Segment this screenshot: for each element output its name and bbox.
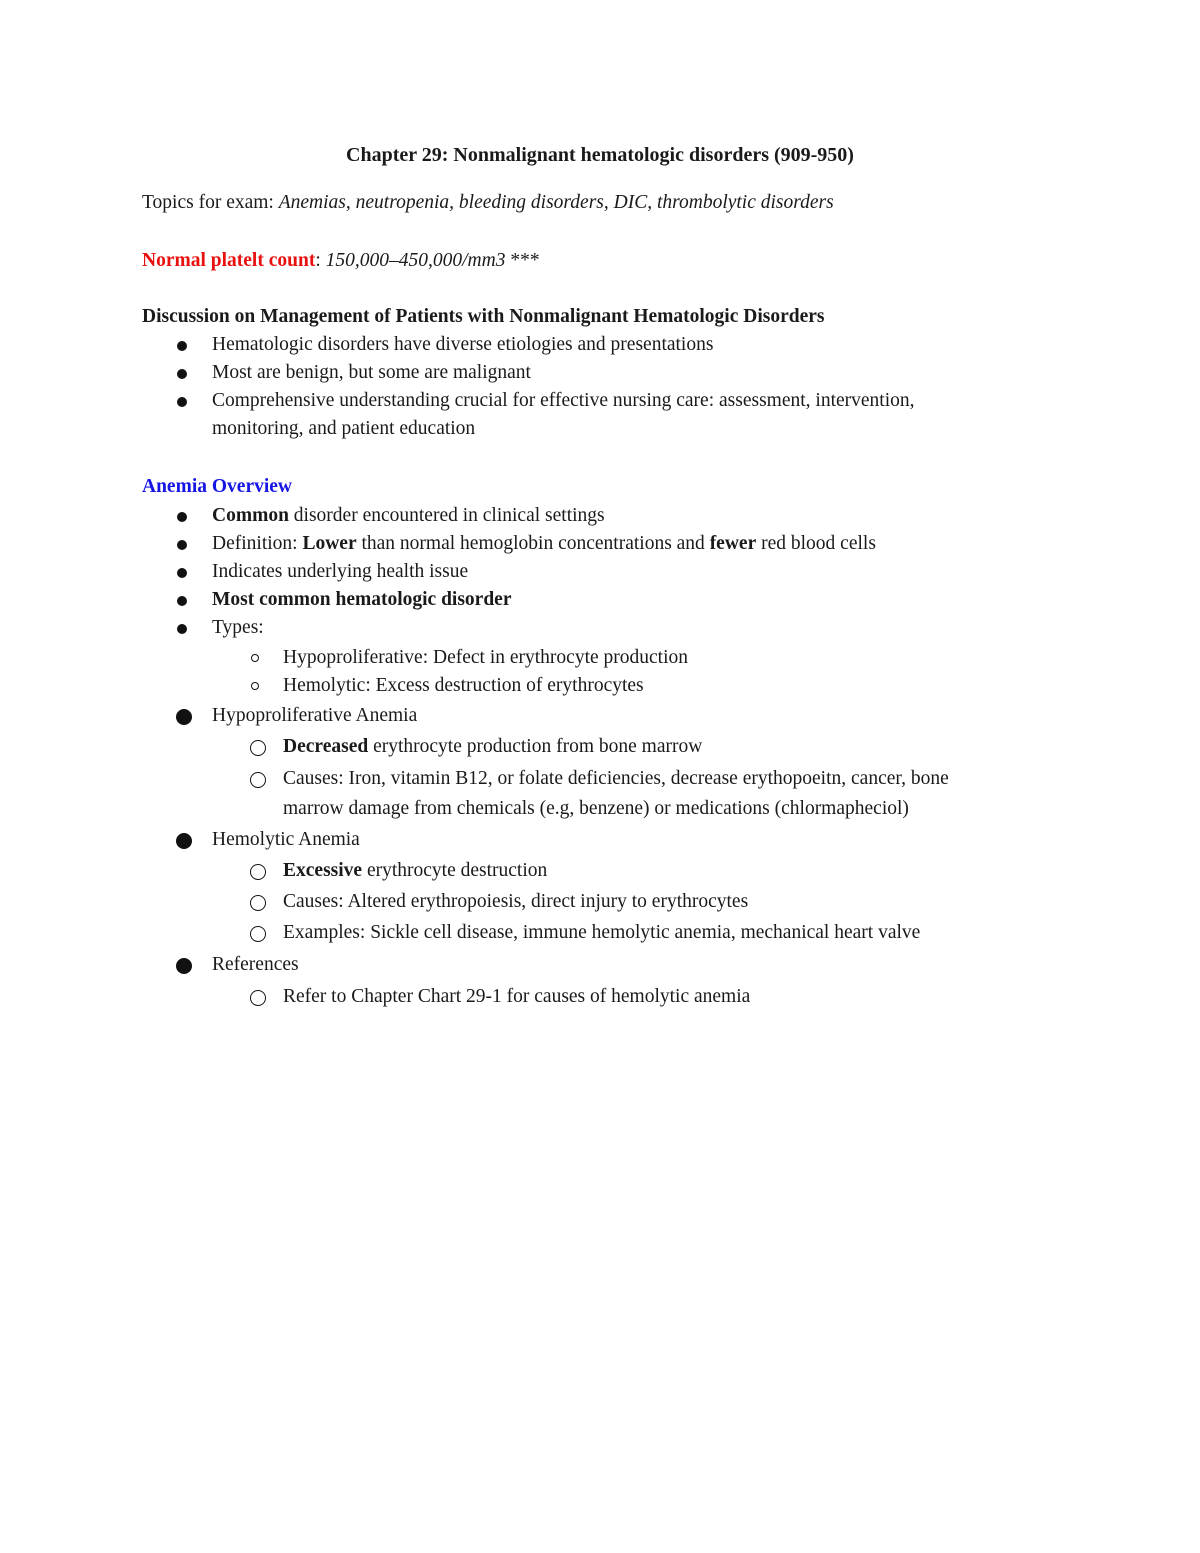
sub-list-item: Causes: Iron, vitamin B12, or folate deficiencies, decrease erythopoeitn, cancer, bone bbox=[283, 768, 949, 789]
topics-value: Anemias, neutropenia, bleeding disorders, DIC, thrombolytic disorders bbox=[278, 192, 834, 213]
common-bold: Common bbox=[212, 505, 289, 526]
decreased-rest: erythrocyte production from bone marrow bbox=[368, 736, 703, 757]
platelet-stars: *** bbox=[505, 250, 540, 271]
sub-bullet-icon bbox=[251, 682, 259, 690]
bullet-icon bbox=[177, 624, 187, 634]
sub-list-item bbox=[283, 857, 547, 885]
sub-bullet-icon bbox=[250, 740, 266, 756]
bullet-icon bbox=[177, 397, 187, 407]
list-item: Hypoproliferative Anemia bbox=[212, 705, 418, 726]
sub-list-item: Hemolytic: Excess destruction of erythrocytes bbox=[283, 675, 644, 696]
definition-bold-lower: Lower bbox=[302, 533, 357, 554]
definition-pre: Definition: bbox=[212, 533, 303, 554]
decreased-bold: Decreased bbox=[283, 736, 369, 757]
page-title: Chapter 29: Nonmalignant hematologic disorders (909-950) bbox=[346, 144, 854, 166]
excessive-bold: Excessive bbox=[283, 860, 363, 881]
list-item bbox=[212, 530, 876, 558]
list-item bbox=[212, 502, 605, 530]
sub-list-item-continuation: marrow damage from chemicals (e.g, benzene) or medications (chlormapheciol) bbox=[283, 798, 909, 819]
bullet-icon bbox=[176, 833, 192, 849]
bullet-icon bbox=[177, 369, 187, 379]
sub-bullet-icon bbox=[250, 864, 266, 880]
excessive-rest: erythrocyte destruction bbox=[362, 860, 548, 881]
list-item: Indicates underlying health issue bbox=[212, 561, 469, 582]
bullet-icon bbox=[177, 596, 187, 606]
platelet-label: Normal platelt count bbox=[142, 250, 316, 271]
definition-post: red blood cells bbox=[756, 533, 876, 554]
sub-list-item: Hypoproliferative: Defect in erythrocyte production bbox=[283, 647, 689, 668]
list-item: Hematologic disorders have diverse etiologies and presentations bbox=[212, 334, 714, 355]
bullet-icon bbox=[176, 709, 192, 725]
topics-label: Topics for exam: bbox=[142, 192, 279, 213]
list-item-continuation: monitoring, and patient education bbox=[212, 418, 476, 439]
sub-list-item: Examples: Sickle cell disease, immune hemolytic anemia, mechanical heart valve bbox=[283, 922, 921, 943]
sub-list-item: Causes: Altered erythropoiesis, direct injury to erythrocytes bbox=[283, 891, 749, 912]
list-item: Hemolytic Anemia bbox=[212, 829, 360, 850]
sub-bullet-icon bbox=[250, 990, 266, 1006]
list-item: Most common hematologic disorder bbox=[212, 589, 512, 610]
bullet-icon bbox=[176, 958, 192, 974]
platelet-line bbox=[142, 247, 540, 275]
sub-bullet-icon bbox=[251, 654, 259, 662]
definition-mid: than normal hemoglobin concentrations and bbox=[356, 533, 710, 554]
topics-line bbox=[142, 189, 834, 217]
list-item: Types: bbox=[212, 617, 264, 638]
list-item: References bbox=[212, 954, 299, 975]
platelet-colon: : bbox=[315, 250, 326, 271]
sub-bullet-icon bbox=[250, 926, 266, 942]
platelet-value: 150,000–450,000/mm3 bbox=[325, 250, 506, 271]
list-item: Most are benign, but some are malignant bbox=[212, 362, 531, 383]
anemia-heading: Anemia Overview bbox=[142, 476, 293, 497]
discussion-heading: Discussion on Management of Patients with Nonmalignant Hematologic Disorders bbox=[142, 306, 825, 327]
list-item: Comprehensive understanding crucial for effective nursing care: assessment, intervention, bbox=[212, 390, 915, 411]
bullet-icon bbox=[177, 540, 187, 550]
sub-bullet-icon bbox=[250, 772, 266, 788]
sub-list-item: Refer to Chapter Chart 29-1 for causes of hemolytic anemia bbox=[283, 986, 751, 1007]
sub-bullet-icon bbox=[250, 895, 266, 911]
sub-list-item bbox=[283, 733, 702, 761]
bullet-icon bbox=[177, 512, 187, 522]
bullet-icon bbox=[177, 568, 187, 578]
common-rest: disorder encountered in clinical settings bbox=[288, 505, 605, 526]
definition-bold-fewer: fewer bbox=[709, 533, 757, 554]
bullet-icon bbox=[177, 341, 187, 351]
